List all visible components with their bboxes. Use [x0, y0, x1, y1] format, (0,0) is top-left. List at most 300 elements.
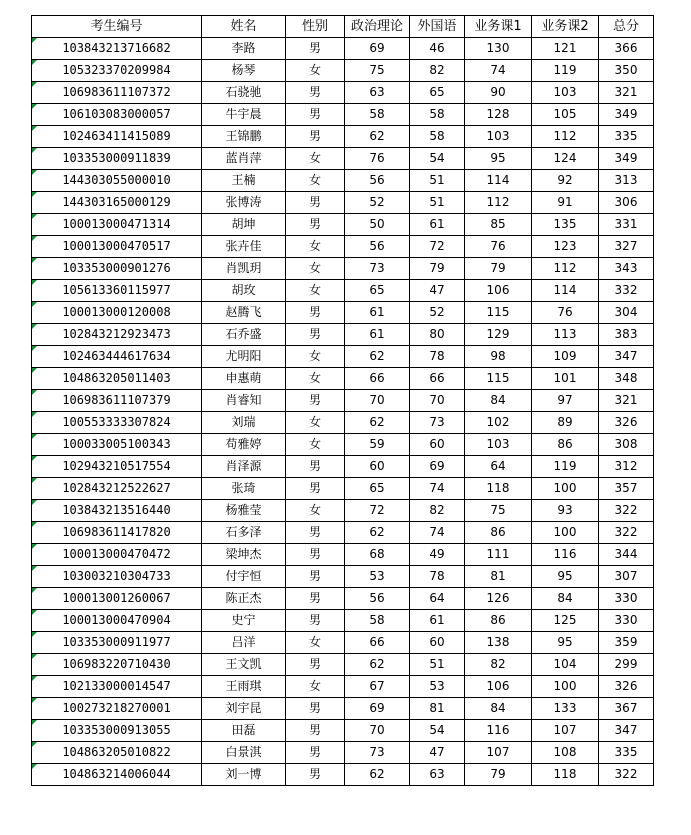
cell-exam-id[interactable]: 106983220710430	[32, 654, 202, 676]
cell-gender[interactable]: 男	[286, 720, 345, 742]
cell-major-course-1[interactable]: 111	[465, 544, 532, 566]
cell-exam-id[interactable]: 106983611417820	[32, 522, 202, 544]
cell-name[interactable]: 石乔盛	[202, 324, 286, 346]
cell-major-course-2[interactable]: 103	[532, 82, 599, 104]
cell-politics[interactable]: 76	[345, 148, 410, 170]
cell-major-course-2[interactable]: 97	[532, 390, 599, 412]
table-row	[32, 566, 654, 588]
cell-major-course-1[interactable]: 126	[465, 588, 532, 610]
header-foreign-language[interactable]: 外国语	[410, 16, 465, 38]
cell-name[interactable]: 杨琴	[202, 60, 286, 82]
cell-exam-id[interactable]: 102843212522627	[32, 478, 202, 500]
cell-gender[interactable]: 男	[286, 82, 345, 104]
cell-exam-id[interactable]: 105613360115977	[32, 280, 202, 302]
cell-name[interactable]: 田磊	[202, 720, 286, 742]
cell-politics[interactable]: 65	[345, 280, 410, 302]
header-total[interactable]: 总分	[599, 16, 654, 38]
cell-name[interactable]: 肖凯玥	[202, 258, 286, 280]
cell-gender[interactable]: 女	[286, 60, 345, 82]
cell-major-course-1[interactable]: 85	[465, 214, 532, 236]
cell-gender[interactable]: 女	[286, 500, 345, 522]
cell-politics[interactable]: 53	[345, 566, 410, 588]
cell-gender[interactable]: 女	[286, 632, 345, 654]
cell-exam-id[interactable]: 102463444617634	[32, 346, 202, 368]
cell-exam-id[interactable]: 102843212923473	[32, 324, 202, 346]
cell-politics[interactable]: 56	[345, 588, 410, 610]
cell-major-course-1[interactable]: 81	[465, 566, 532, 588]
cell-name[interactable]: 刘一博	[202, 764, 286, 786]
table-row	[32, 60, 654, 82]
cell-foreign-language[interactable]: 63	[410, 764, 465, 786]
cell-name[interactable]: 肖睿知	[202, 390, 286, 412]
cell-foreign-language[interactable]: 61	[410, 610, 465, 632]
cell-major-course-2[interactable]: 112	[532, 258, 599, 280]
cell-politics[interactable]: 52	[345, 192, 410, 214]
cell-politics[interactable]: 70	[345, 390, 410, 412]
cell-major-course-1[interactable]: 115	[465, 302, 532, 324]
cell-total[interactable]: 348	[599, 368, 654, 390]
cell-name[interactable]: 王锦鹏	[202, 126, 286, 148]
cell-gender[interactable]: 男	[286, 456, 345, 478]
cell-gender[interactable]: 男	[286, 742, 345, 764]
cell-gender[interactable]: 男	[286, 390, 345, 412]
cell-total[interactable]: 349	[599, 148, 654, 170]
cell-foreign-language[interactable]: 70	[410, 390, 465, 412]
cell-politics[interactable]: 69	[345, 38, 410, 60]
cell-major-course-1[interactable]: 103	[465, 434, 532, 456]
cell-politics[interactable]: 62	[345, 412, 410, 434]
cell-major-course-1[interactable]: 64	[465, 456, 532, 478]
cell-gender[interactable]: 男	[286, 654, 345, 676]
cell-total[interactable]: 347	[599, 346, 654, 368]
cell-major-course-1[interactable]: 114	[465, 170, 532, 192]
cell-foreign-language[interactable]: 60	[410, 434, 465, 456]
cell-total[interactable]: 306	[599, 192, 654, 214]
cell-foreign-language[interactable]: 78	[410, 346, 465, 368]
cell-politics[interactable]: 56	[345, 236, 410, 258]
cell-major-course-1[interactable]: 84	[465, 390, 532, 412]
cell-gender[interactable]: 男	[286, 588, 345, 610]
cell-exam-id[interactable]: 144303055000010	[32, 170, 202, 192]
cell-major-course-1[interactable]: 106	[465, 280, 532, 302]
cell-total[interactable]: 357	[599, 478, 654, 500]
cell-major-course-2[interactable]: 116	[532, 544, 599, 566]
cell-name[interactable]: 申惠萌	[202, 368, 286, 390]
cell-politics[interactable]: 63	[345, 82, 410, 104]
cell-gender[interactable]: 男	[286, 302, 345, 324]
cell-foreign-language[interactable]: 47	[410, 280, 465, 302]
cell-total[interactable]: 330	[599, 588, 654, 610]
cell-total[interactable]: 326	[599, 676, 654, 698]
cell-gender[interactable]: 女	[286, 368, 345, 390]
table-row	[32, 236, 654, 258]
cell-major-course-2[interactable]: 101	[532, 368, 599, 390]
header-exam-id[interactable]: 考生编号	[32, 16, 202, 38]
cell-gender[interactable]: 男	[286, 544, 345, 566]
cell-major-course-2[interactable]: 108	[532, 742, 599, 764]
cell-name[interactable]: 蓝肖萍	[202, 148, 286, 170]
cell-major-course-2[interactable]: 107	[532, 720, 599, 742]
cell-major-course-2[interactable]: 89	[532, 412, 599, 434]
cell-politics[interactable]: 75	[345, 60, 410, 82]
cell-major-course-2[interactable]: 124	[532, 148, 599, 170]
cell-exam-id[interactable]: 104863205011403	[32, 368, 202, 390]
cell-gender[interactable]: 男	[286, 324, 345, 346]
cell-exam-id[interactable]: 102463411415089	[32, 126, 202, 148]
cell-major-course-2[interactable]: 125	[532, 610, 599, 632]
cell-name[interactable]: 张博涛	[202, 192, 286, 214]
cell-exam-id[interactable]: 103353000911977	[32, 632, 202, 654]
cell-foreign-language[interactable]: 64	[410, 588, 465, 610]
cell-foreign-language[interactable]: 54	[410, 720, 465, 742]
cell-total[interactable]: 321	[599, 82, 654, 104]
cell-major-course-1[interactable]: 84	[465, 698, 532, 720]
cell-name[interactable]: 吕洋	[202, 632, 286, 654]
cell-major-course-1[interactable]: 76	[465, 236, 532, 258]
cell-name[interactable]: 张琦	[202, 478, 286, 500]
table-row	[32, 390, 654, 412]
cell-major-course-1[interactable]: 112	[465, 192, 532, 214]
cell-total[interactable]: 343	[599, 258, 654, 280]
cell-major-course-1[interactable]: 79	[465, 258, 532, 280]
cell-gender[interactable]: 女	[286, 148, 345, 170]
cell-politics[interactable]: 62	[345, 126, 410, 148]
cell-major-course-2[interactable]: 100	[532, 478, 599, 500]
cell-foreign-language[interactable]: 58	[410, 126, 465, 148]
cell-gender[interactable]: 男	[286, 214, 345, 236]
cell-name[interactable]: 苟雅婷	[202, 434, 286, 456]
cell-name[interactable]: 付宇恒	[202, 566, 286, 588]
header-politics[interactable]: 政治理论	[345, 16, 410, 38]
cell-politics[interactable]: 62	[345, 522, 410, 544]
cell-exam-id[interactable]: 100273218270001	[32, 698, 202, 720]
cell-foreign-language[interactable]: 46	[410, 38, 465, 60]
cell-major-course-1[interactable]: 118	[465, 478, 532, 500]
cell-politics[interactable]: 65	[345, 478, 410, 500]
cell-name[interactable]: 胡玫	[202, 280, 286, 302]
cell-foreign-language[interactable]: 53	[410, 676, 465, 698]
cell-foreign-language[interactable]: 51	[410, 654, 465, 676]
cell-major-course-2[interactable]: 91	[532, 192, 599, 214]
cell-foreign-language[interactable]: 74	[410, 478, 465, 500]
cell-gender[interactable]: 男	[286, 104, 345, 126]
cell-major-course-2[interactable]: 133	[532, 698, 599, 720]
cell-politics[interactable]: 66	[345, 632, 410, 654]
cell-exam-id[interactable]: 106103083000057	[32, 104, 202, 126]
cell-politics[interactable]: 62	[345, 346, 410, 368]
cell-politics[interactable]: 58	[345, 104, 410, 126]
header-row	[32, 16, 654, 38]
cell-gender[interactable]: 男	[286, 126, 345, 148]
cell-total[interactable]: 322	[599, 522, 654, 544]
cell-gender[interactable]: 女	[286, 236, 345, 258]
cell-gender[interactable]: 男	[286, 698, 345, 720]
cell-politics[interactable]: 72	[345, 500, 410, 522]
cell-gender[interactable]: 男	[286, 38, 345, 60]
cell-major-course-2[interactable]: 114	[532, 280, 599, 302]
cell-major-course-1[interactable]: 103	[465, 126, 532, 148]
cell-politics[interactable]: 73	[345, 258, 410, 280]
cell-total[interactable]: 367	[599, 698, 654, 720]
cell-major-course-1[interactable]: 116	[465, 720, 532, 742]
table-row	[32, 698, 654, 720]
cell-total[interactable]: 326	[599, 412, 654, 434]
cell-foreign-language[interactable]: 80	[410, 324, 465, 346]
table-row	[32, 346, 654, 368]
cell-exam-id[interactable]: 100013000471314	[32, 214, 202, 236]
cell-gender[interactable]: 男	[286, 566, 345, 588]
cell-major-course-2[interactable]: 112	[532, 126, 599, 148]
cell-exam-id[interactable]: 100013000470472	[32, 544, 202, 566]
cell-name[interactable]: 刘瑞	[202, 412, 286, 434]
cell-major-course-2[interactable]: 95	[532, 632, 599, 654]
cell-exam-id[interactable]: 103353000911839	[32, 148, 202, 170]
table-row	[32, 654, 654, 676]
cell-total[interactable]: 335	[599, 742, 654, 764]
cell-foreign-language[interactable]: 52	[410, 302, 465, 324]
cell-major-course-1[interactable]: 130	[465, 38, 532, 60]
cell-major-course-1[interactable]: 128	[465, 104, 532, 126]
cell-exam-id[interactable]: 104863214006044	[32, 764, 202, 786]
cell-major-course-2[interactable]: 119	[532, 60, 599, 82]
cell-total[interactable]: 350	[599, 60, 654, 82]
cell-foreign-language[interactable]: 81	[410, 698, 465, 720]
table-row	[32, 302, 654, 324]
cell-total[interactable]: 308	[599, 434, 654, 456]
cell-gender[interactable]: 女	[286, 434, 345, 456]
cell-gender[interactable]: 男	[286, 522, 345, 544]
table-row	[32, 588, 654, 610]
cell-major-course-2[interactable]: 92	[532, 170, 599, 192]
table-row	[32, 434, 654, 456]
cell-politics[interactable]: 56	[345, 170, 410, 192]
cell-name[interactable]: 张卉佳	[202, 236, 286, 258]
cell-major-course-2[interactable]: 100	[532, 676, 599, 698]
cell-politics[interactable]: 58	[345, 610, 410, 632]
cell-major-course-1[interactable]: 106	[465, 676, 532, 698]
cell-major-course-2[interactable]: 84	[532, 588, 599, 610]
cell-foreign-language[interactable]: 51	[410, 192, 465, 214]
cell-gender[interactable]: 男	[286, 610, 345, 632]
cell-foreign-language[interactable]: 58	[410, 104, 465, 126]
cell-major-course-1[interactable]: 82	[465, 654, 532, 676]
cell-politics[interactable]: 62	[345, 764, 410, 786]
cell-exam-id[interactable]: 102943210517554	[32, 456, 202, 478]
cell-exam-id[interactable]: 100013000120008	[32, 302, 202, 324]
cell-name[interactable]: 石多泽	[202, 522, 286, 544]
cell-name[interactable]: 赵腾飞	[202, 302, 286, 324]
cell-total[interactable]: 304	[599, 302, 654, 324]
cell-total[interactable]: 312	[599, 456, 654, 478]
cell-foreign-language[interactable]: 54	[410, 148, 465, 170]
cell-major-course-2[interactable]: 100	[532, 522, 599, 544]
cell-politics[interactable]: 61	[345, 302, 410, 324]
cell-politics[interactable]: 67	[345, 676, 410, 698]
cell-exam-id[interactable]: 102133000014547	[32, 676, 202, 698]
cell-total[interactable]: 366	[599, 38, 654, 60]
cell-exam-id[interactable]: 144303165000129	[32, 192, 202, 214]
table-row	[32, 764, 654, 786]
cell-major-course-1[interactable]: 86	[465, 610, 532, 632]
cell-exam-id[interactable]: 103353000901276	[32, 258, 202, 280]
cell-name[interactable]: 王楠	[202, 170, 286, 192]
cell-foreign-language[interactable]: 74	[410, 522, 465, 544]
cell-major-course-2[interactable]: 113	[532, 324, 599, 346]
cell-major-course-1[interactable]: 98	[465, 346, 532, 368]
cell-gender[interactable]: 男	[286, 192, 345, 214]
table-row	[32, 258, 654, 280]
cell-major-course-2[interactable]: 95	[532, 566, 599, 588]
table-row	[32, 500, 654, 522]
cell-politics[interactable]: 73	[345, 742, 410, 764]
cell-exam-id[interactable]: 100013000470904	[32, 610, 202, 632]
cell-foreign-language[interactable]: 73	[410, 412, 465, 434]
cell-name[interactable]: 史宁	[202, 610, 286, 632]
cell-total[interactable]: 331	[599, 214, 654, 236]
cell-major-course-2[interactable]: 118	[532, 764, 599, 786]
cell-exam-id[interactable]: 105323370209984	[32, 60, 202, 82]
cell-total[interactable]: 330	[599, 610, 654, 632]
header-major-course-2[interactable]: 业务课2	[532, 16, 599, 38]
cell-total[interactable]: 322	[599, 500, 654, 522]
cell-name[interactable]: 胡坤	[202, 214, 286, 236]
cell-gender[interactable]: 女	[286, 412, 345, 434]
cell-major-course-2[interactable]: 86	[532, 434, 599, 456]
cell-exam-id[interactable]: 106983611107372	[32, 82, 202, 104]
table-row	[32, 412, 654, 434]
cell-gender[interactable]: 女	[286, 258, 345, 280]
cell-foreign-language[interactable]: 82	[410, 60, 465, 82]
cell-gender[interactable]: 女	[286, 676, 345, 698]
cell-total[interactable]: 347	[599, 720, 654, 742]
cell-politics[interactable]: 50	[345, 214, 410, 236]
cell-politics[interactable]: 60	[345, 456, 410, 478]
cell-politics[interactable]: 69	[345, 698, 410, 720]
cell-foreign-language[interactable]: 49	[410, 544, 465, 566]
cell-major-course-2[interactable]: 123	[532, 236, 599, 258]
cell-major-course-1[interactable]: 129	[465, 324, 532, 346]
table-row	[32, 148, 654, 170]
cell-foreign-language[interactable]: 60	[410, 632, 465, 654]
table-row	[32, 280, 654, 302]
cell-foreign-language[interactable]: 69	[410, 456, 465, 478]
cell-politics[interactable]: 61	[345, 324, 410, 346]
cell-name[interactable]: 王文凯	[202, 654, 286, 676]
header-major-course-1[interactable]: 业务课1	[465, 16, 532, 38]
cell-total[interactable]: 307	[599, 566, 654, 588]
header-name[interactable]: 姓名	[202, 16, 286, 38]
cell-foreign-language[interactable]: 61	[410, 214, 465, 236]
cell-name[interactable]: 陈正杰	[202, 588, 286, 610]
cell-gender[interactable]: 男	[286, 764, 345, 786]
cell-major-course-1[interactable]: 95	[465, 148, 532, 170]
cell-major-course-2[interactable]: 76	[532, 302, 599, 324]
cell-gender[interactable]: 女	[286, 280, 345, 302]
cell-major-course-2[interactable]: 109	[532, 346, 599, 368]
cell-major-course-2[interactable]: 104	[532, 654, 599, 676]
cell-major-course-1[interactable]: 138	[465, 632, 532, 654]
cell-exam-id[interactable]: 103003210304733	[32, 566, 202, 588]
cell-major-course-2[interactable]: 105	[532, 104, 599, 126]
cell-politics[interactable]: 68	[345, 544, 410, 566]
cell-major-course-1[interactable]: 115	[465, 368, 532, 390]
cell-total[interactable]: 327	[599, 236, 654, 258]
cell-name[interactable]: 杨雅莹	[202, 500, 286, 522]
cell-foreign-language[interactable]: 47	[410, 742, 465, 764]
cell-politics[interactable]: 59	[345, 434, 410, 456]
cell-foreign-language[interactable]: 79	[410, 258, 465, 280]
table-row	[32, 676, 654, 698]
cell-gender[interactable]: 女	[286, 346, 345, 368]
cell-major-course-1[interactable]: 75	[465, 500, 532, 522]
header-gender[interactable]: 性别	[286, 16, 345, 38]
cell-exam-id[interactable]: 100013001260067	[32, 588, 202, 610]
cell-foreign-language[interactable]: 78	[410, 566, 465, 588]
cell-total[interactable]: 383	[599, 324, 654, 346]
cell-total[interactable]: 299	[599, 654, 654, 676]
cell-politics[interactable]: 66	[345, 368, 410, 390]
cell-name[interactable]: 尤明阳	[202, 346, 286, 368]
cell-name[interactable]: 牛宇晨	[202, 104, 286, 126]
cell-exam-id[interactable]: 103353000913055	[32, 720, 202, 742]
cell-exam-id[interactable]: 100033005100343	[32, 434, 202, 456]
cell-exam-id[interactable]: 106983611107379	[32, 390, 202, 412]
cell-name[interactable]: 梁坤杰	[202, 544, 286, 566]
cell-total[interactable]: 321	[599, 390, 654, 412]
cell-name[interactable]: 李路	[202, 38, 286, 60]
cell-politics[interactable]: 62	[345, 654, 410, 676]
cell-major-course-1[interactable]: 102	[465, 412, 532, 434]
table-body	[32, 38, 654, 786]
cell-foreign-language[interactable]: 51	[410, 170, 465, 192]
cell-total[interactable]: 322	[599, 764, 654, 786]
cell-total[interactable]: 335	[599, 126, 654, 148]
cell-exam-id[interactable]: 104863205010822	[32, 742, 202, 764]
cell-foreign-language[interactable]: 72	[410, 236, 465, 258]
cell-foreign-language[interactable]: 66	[410, 368, 465, 390]
cell-gender[interactable]: 男	[286, 478, 345, 500]
cell-name[interactable]: 石骁驰	[202, 82, 286, 104]
cell-major-course-1[interactable]: 107	[465, 742, 532, 764]
cell-major-course-1[interactable]: 90	[465, 82, 532, 104]
cell-foreign-language[interactable]: 65	[410, 82, 465, 104]
cell-total[interactable]: 313	[599, 170, 654, 192]
cell-total[interactable]: 349	[599, 104, 654, 126]
cell-exam-id[interactable]: 100553333307824	[32, 412, 202, 434]
cell-major-course-1[interactable]: 74	[465, 60, 532, 82]
cell-major-course-2[interactable]: 121	[532, 38, 599, 60]
cell-total[interactable]: 344	[599, 544, 654, 566]
cell-total[interactable]: 359	[599, 632, 654, 654]
cell-name[interactable]: 王雨琪	[202, 676, 286, 698]
table-row	[32, 522, 654, 544]
cell-major-course-1[interactable]: 79	[465, 764, 532, 786]
cell-name[interactable]: 刘宇昆	[202, 698, 286, 720]
cell-major-course-2[interactable]: 119	[532, 456, 599, 478]
cell-gender[interactable]: 女	[286, 170, 345, 192]
cell-politics[interactable]: 70	[345, 720, 410, 742]
cell-total[interactable]: 332	[599, 280, 654, 302]
cell-foreign-language[interactable]: 82	[410, 500, 465, 522]
cell-exam-id[interactable]: 100013000470517	[32, 236, 202, 258]
cell-exam-id[interactable]: 103843213716682	[32, 38, 202, 60]
cell-name[interactable]: 肖泽源	[202, 456, 286, 478]
cell-major-course-1[interactable]: 86	[465, 522, 532, 544]
cell-major-course-2[interactable]: 135	[532, 214, 599, 236]
cell-exam-id[interactable]: 103843213516440	[32, 500, 202, 522]
cell-major-course-2[interactable]: 93	[532, 500, 599, 522]
cell-name[interactable]: 白景淇	[202, 742, 286, 764]
